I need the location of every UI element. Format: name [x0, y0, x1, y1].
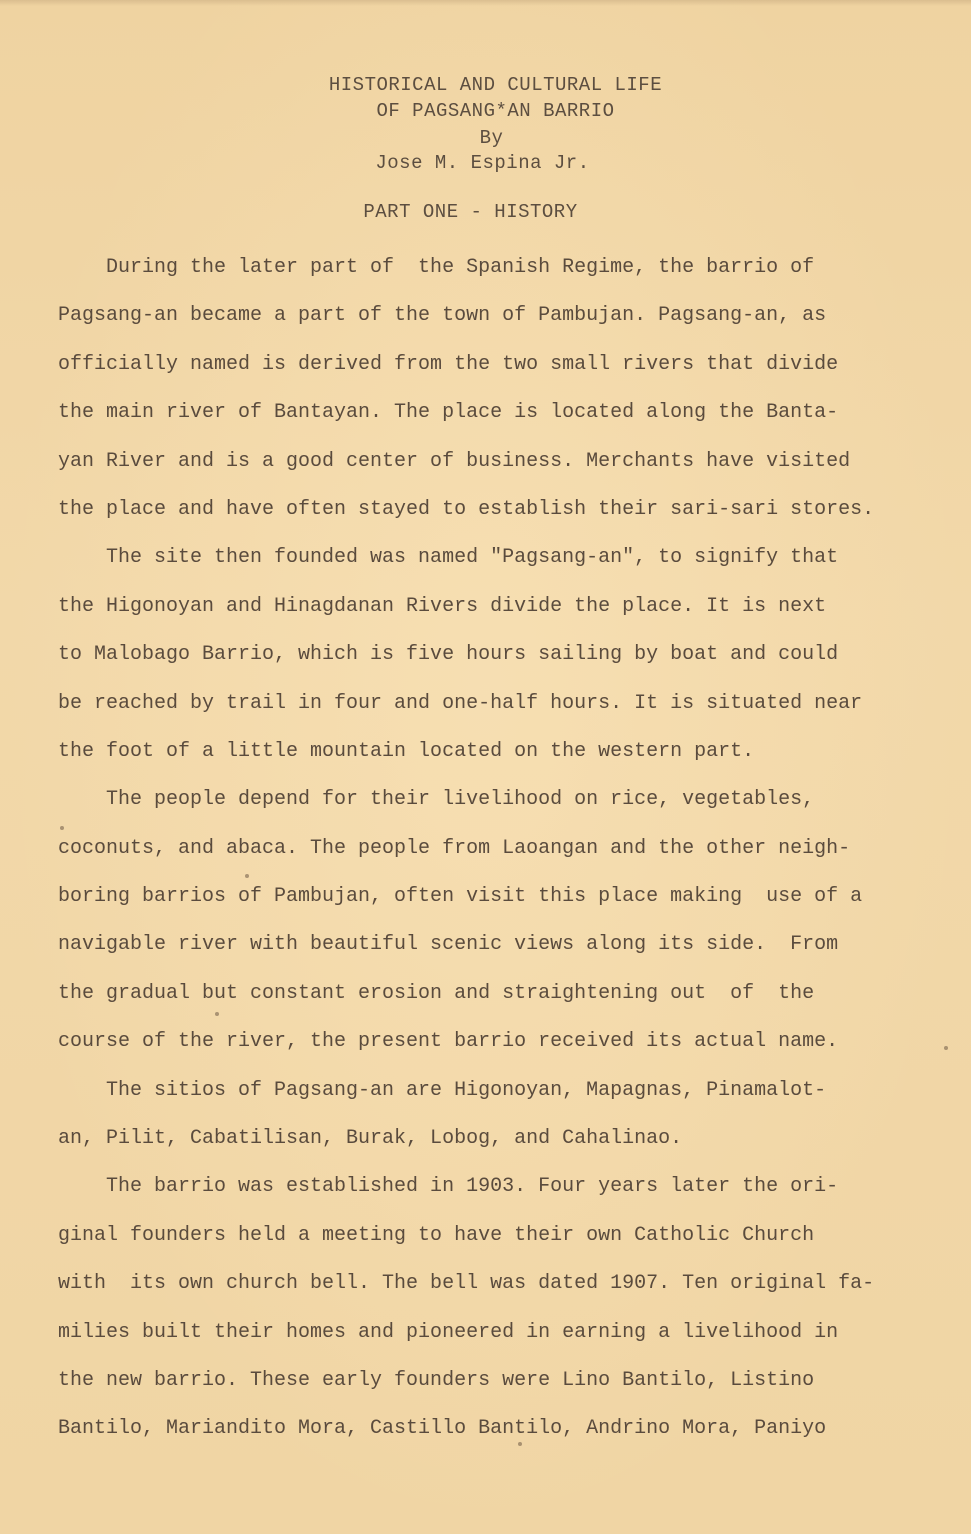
text-line: ginal founders held a meeting to have their own Catholic Church [58, 1223, 815, 1247]
text-line: coconuts, and abaca. The people from Laoangan and the other neigh- [58, 836, 851, 860]
text-line: boring barrios of Pambujan, often visit this place making use of a [58, 885, 863, 909]
paper-speck [944, 1046, 948, 1050]
author-name: Jose M. Espina Jr. [375, 152, 590, 174]
body-text [58, 244, 918, 1454]
text-line: navigable river with beautiful scenic views along its side. From [58, 933, 839, 957]
text-line: the gradual but constant erosion and straightening out of the [58, 981, 815, 1005]
paper-speck [245, 874, 249, 878]
text-line: Pagsang-an became a part of the town of Pambujan. Pagsang-an, as [58, 304, 827, 328]
text-line: officially named is derived from the two small rivers that divide [58, 352, 839, 376]
text-line: an, Pilit, Cabatilisan, Burak, Lobog, and Cahalinao. [58, 1127, 683, 1151]
byline-by: By [479, 127, 504, 149]
text-line: the new barrio. These early founders were Lino Bantilo, Listino [58, 1368, 815, 1392]
text-line: the main river of Bantayan. The place is located along the Banta- [58, 401, 839, 425]
text-line: The people depend for their livelihood on rice, vegetables, [58, 788, 815, 812]
text-line: to Malobago Barrio, which is five hours sailing by boat and could [58, 643, 839, 667]
text-line: the Higonoyan and Hinagdanan Rivers divide the place. It is next [58, 594, 827, 618]
text-line: Bantilo, Mariandito Mora, Castillo Bantilo, Andrino Mora, Paniyo [58, 1417, 827, 1441]
text-line: the place and have often stayed to establish their sari-sari stores. [58, 497, 875, 521]
text-line: The barrio was established in 1903. Four years later the ori- [58, 1175, 839, 1199]
text-line: with its own church bell. The bell was dated 1907. Ten original fa- [58, 1272, 875, 1296]
title-line-2: OF PAGSANG*AN BARRIO [376, 100, 615, 122]
paper-speck [518, 1442, 522, 1446]
text-line: During the later part of the Spanish Regime, the barrio of [58, 256, 815, 279]
text-line: The sitios of Pagsang-an are Higonoyan, Mapagnas, Pinamalot- [58, 1078, 827, 1102]
text-line: the foot of a little mountain located on the western part. [58, 739, 755, 763]
page-edge-shadow [0, 0, 971, 6]
text-line: milies built their homes and pioneered in earning a livelihood in [58, 1320, 839, 1344]
paper-speck [60, 826, 64, 830]
text-line: yan River and is a good center of business. Merchants have visited [58, 449, 851, 473]
paper-speck [215, 1012, 219, 1016]
text-line: course of the river, the present barrio received its actual name. [58, 1030, 839, 1054]
section-heading: PART ONE - HISTORY [363, 201, 578, 223]
text-line: be reached by trail in four and one-half hours. It is situated near [58, 691, 863, 715]
text-line: The site then founded was named "Pagsang-an", to signify that [58, 546, 839, 570]
title-line-1: HISTORICAL AND CULTURAL LIFE [328, 74, 663, 96]
